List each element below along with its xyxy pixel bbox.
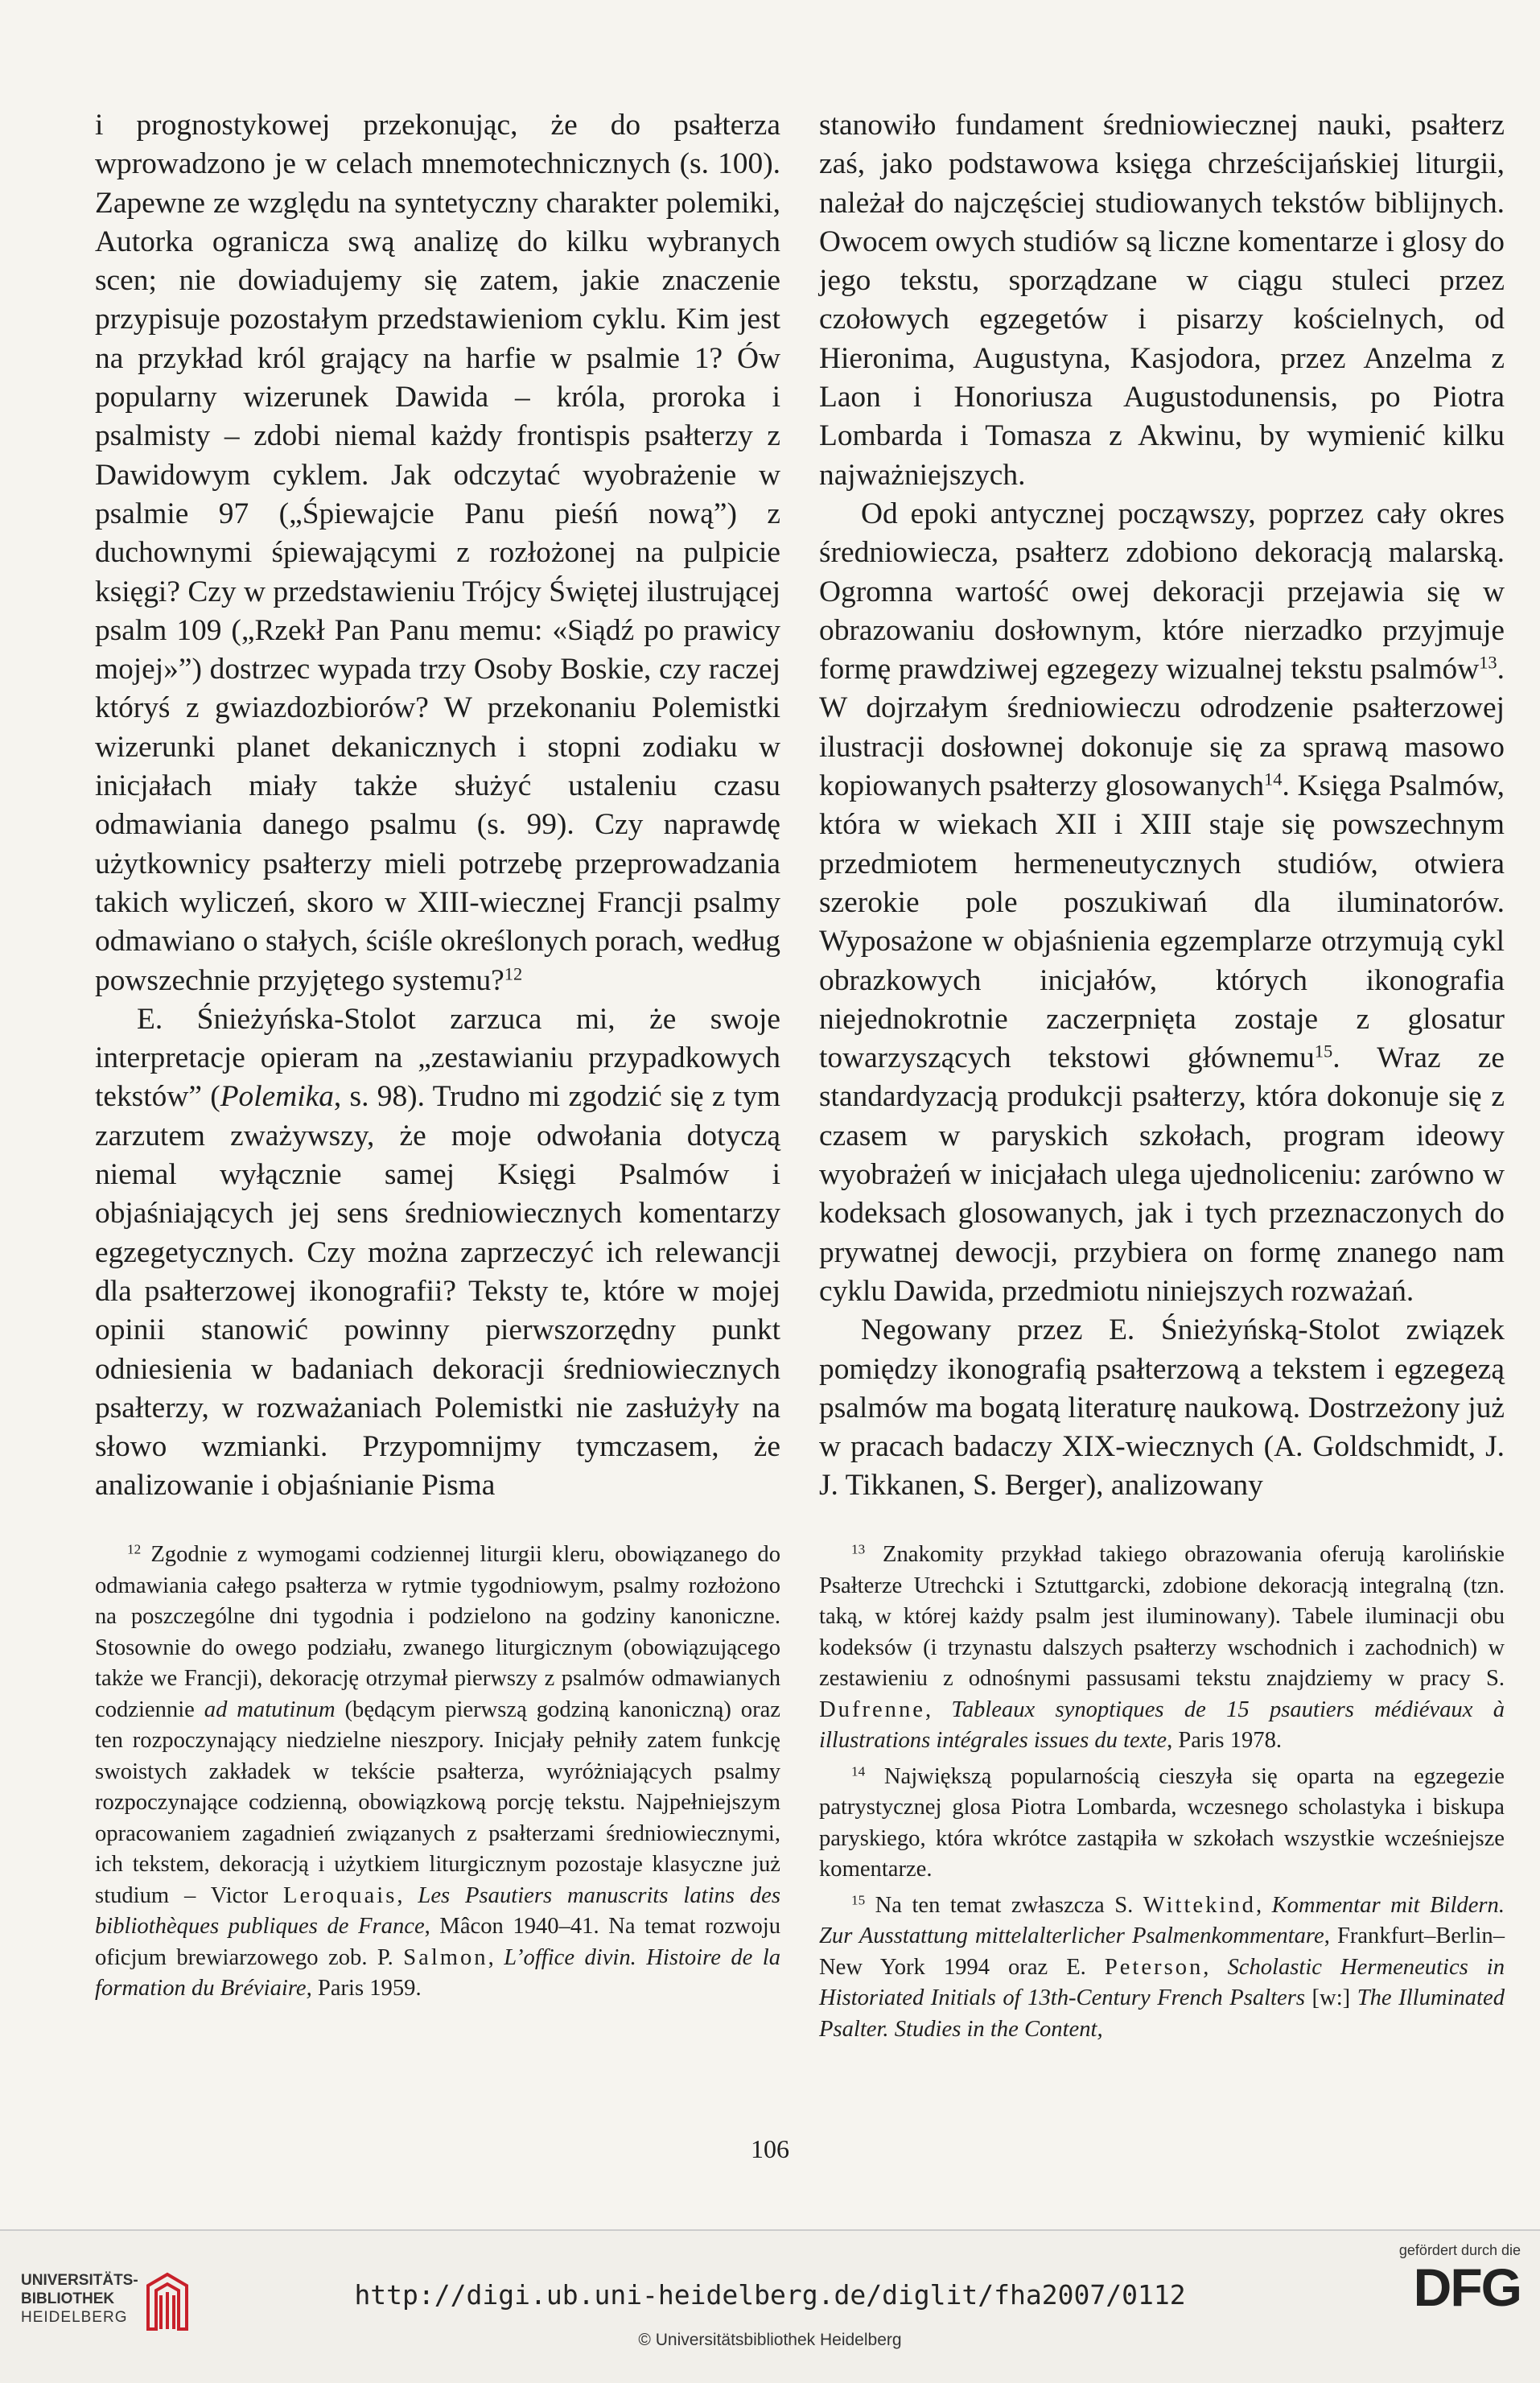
footnote-15: $^{15}$ Na ten temat zwłaszcza S. Wittekind, Kommentar mit Bildern. Zur Ausstattung mittelalterlicher Psalmenkommentare, Frankfurt–Berlin–New York 1994 oraz E. Peterson, Scholastic Hermeneutics in Historiated Initials of 13th-Century French Psalters [w:] The Illuminated Psalter. Studies in the Content, [819,1892,1505,2042]
footer-bar [0,2229,1540,2383]
footnote-13: $^{13}$ Znakomity przykład takiego obrazowania oferują karolińskie Psałterze Utrechcki i Sztuttgarcki, zdobione dekoracją integralną (tzn. taką, w której każdy psalm jest iluminowany). Tabele iluminacji obu kodeksów (i trzynastu dalszych psałterzy wschodnich i zachodnich) w zestawieniu z odnośnymi passusami tekstu znajdziemy w pracy S. Dufrenne, Tableaux synoptiques de 15 psautiers médiévaux à illustrations intégrales issues du texte, Paris 1978. [819,1541,1505,1753]
paragraph: Negowany przez E. Śnieżyńską-Stolot związek pomiędzy ikonografią psałterzową a tekstem i egzegezą psalmów ma bogatą literaturę naukową. Dostrzeżony już w pracach badaczy XIX-wiecznych (A. Goldschmidt, J. J. Tikkanen, S. Berger), analizowany [819,1313,1505,1503]
copyright-notice: © Universitätsbibliothek Heidelberg [638,2331,902,2349]
footnotes-right [819,1540,1505,2045]
sponsor-logo[interactable]: gefördert durch die DFG [1398,2242,1521,2317]
library-logo[interactable]: UNIVERSITÄTS- BIBLIOTHEK HEIDELBERG [21,2272,138,2326]
footnote-14: $^{14}$ Największą popularnością cieszyła się oparta na egzegezie patrystycznej glosa Piotra Lombarda, wczesnego scholastyka i biskupa paryskiego, która wkrótce zastąpiła w szkołach wszystkie wcześniejsze komentarze. [819,1763,1505,1882]
page-number: 106 [751,2134,789,2163]
paragraph: E. Śnieżyńska-Stolot zarzuca mi, że swoje interpretacje opieram na „zestawianiu przypadkowych tekstów” (Polemika, s. 98). Trudno mi zgodzić się z tym zarzutem zważywszy, że moje odwołania dotyczą niemal wyłącznie samej Księgi Psalmów i objaśniających jej sens średniowiecznych komentarzy egzegetycznych. Czy można zaprzeczyć ich relewancji dla psałterzowej ikonografii? Teksty te, które w mojej opinii stanowić powinny pierwszorzędny punkt odniesienia w badaniach dekoracji średniowiecznych psałterzy, w rozważaniach Polemistki nie zasłużyły na słowo wzmianki. Przypomnijmy tymczasem, że analizowanie i objaśnianie Pisma [95,1002,780,1503]
footnote-ref[interactable]: 12 [504,963,523,984]
footnote-ref[interactable]: 13 [1479,652,1497,673]
divider [0,2229,1540,2231]
footnote-12: $^{12}$ Zgodnie z wymogami codziennej liturgii kleru, obowiązanego do odmawiania całego psałterza w rytmie tygodniowym, psalmy rozłożono na poszczególne dni tygodnia i podzielono na godziny kanoniczne. Stosownie do owego podziału, zwanego liturgicznym (obowiązującego także we Francji), dekorację otrzymał pierwszy z psalmów odmawianych codziennie ad matutinum (będącym pierwszą godziną kanoniczną) oraz ten rozpoczynający niedzielne nieszpory. Inicjały pełniły zatem funkcję swoistych zakładek w tekście psałterza, wyróżniających psalmy rozpoczynające codzienną, obowiązkową porcję tekstu. Najpełniejszym opracowaniem zagadnień związanych z psałterzami średniowiecznymi, ich tekstem, dekoracją i użytkiem liturgicznym pozostaje klasyczne już studium – Victor Leroquais, Les Psautiers manuscrits latins des bibliothèques publiques de France, Mâcon 1940–41. Na temat rozwoju oficjum brewiarzowego zob. P. Salmon, L’office divin. Histoire de la formation du Bréviaire, Paris 1959. [95,1541,781,2001]
paragraph: i prognostykowej przekonując, że do psałterza wprowadzono je w celach mnemotechnicznych (s. 100). Zapewne ze względu na syntetyczny charakter polemiki, Autorka ogranicza swą analizę do kilku wybranych scen; nie dowiadujemy się zatem, jakie znaczenie przypisuje pozostałym przedstawieniom cyklu. Kim jest na przykład król grający na harfie w psalmie 1? Ów popularny wizerunek Dawida – króla, proroka i psalmisty – zdobi niemal każdy frontispis psałterzy z Dawidowym cyklem. Jak odczytać wyobrażenie w psalmie 97 („Śpiewajcie Panu pieśń nową”) z duchownymi śpiewającymi z rozłożonej na pulpicie księgi? Czy w przedstawieniu Trójcy Świętej ilustrującej psalm 109 („Rzekł Pan Panu memu: «Siądź po prawicy mojej»”) dostrzec wypada trzy Osoby Boskie, czy raczej któryś z gwiazdozbiorów? W przekonaniu Polemistki wizerunki planet dekanicznych i stopni zodiaku w inicjałach miały także służyć ustaleniu czasu odmawiania danego psalmu (s. 99). Czy naprawdę użytkownicy psałterzy mieli potrzebę przeprowadzania takich wyliczeń, skoro w XIII-wiecznej Francji psalmy odmawiano o stałych, ściśle określonych porach, według powszechnie przyjętego systemu?$^{12}$ [95,109,780,997]
main-text-left-column [95,106,780,1506]
footnote-ref[interactable]: 15 [1314,1041,1333,1062]
paragraph: stanowiło fundament średniowiecznej nauki, psałterz zaś, jako podstawowa księga chrześcijańskiej liturgii, należał do najczęściej studiowanych tekstów biblijnych. Owocem owych studiów są liczne komentarze i glosy do jego tekstu, sporządzane w ciągu stuleci przez czołowych egzegetów i pisarzy kościelnych, od Hieronima, Augustyna, Kasjodora, przez Anzelma z Laon i Honoriusza Augustodunensis, po Piotra Lombarda i Tomasza z Akwinu, by wymienić kilku najważniejszych. [819,109,1505,492]
main-text-right-column [819,106,1505,1506]
permalink-url[interactable]: http://digi.ub.uni-heidelberg.de/diglit/fha2007/0112 [354,2279,1186,2311]
paragraph: Od epoki antycznej począwszy, poprzez cały okres średniowiecza, psałterz zdobiono dekoracją malarską. Ogromna wartość owej dekoracji przejawia się w obrazowaniu dosłownym, które nierzadko przyjmuje formę prawdziwej egzegezy wizualnej tekstu psalmów$^{13}$. W dojrzałym średniowieczu odrodzenie psałterzowej ilustracji dosłownej dokonuje się za sprawą masowo kopiowanych psałterzy glosowanych$^{14}$. Księga Psalmów, która w wiekach XII i XIII staje się powszechnym przedmiotem hermeneutycznych studiów, otwiera szerokie pole poszukiwań dla iluminatorów. Wyposażone w objaśnienia egzemplarze otrzymują cykl obrazkowych inicjałów, których ikonografia niejednokrotnie zaczerpnięta zostaje z glosatur towarzyszących tekstowi głównemu$^{15}$. Wraz ze standardyzacją produkcji psałterzy, która dokonuje się z czasem w paryskich szkołach, program ideowy wyobrażeń w inicjałach ulega ujednoliceniu: zarówno w kodeksach glosowanych, jak i tych przeznaczonych do prywatnej dewocji, przybiera on formę znanego nam cyklu Dawida, przedmiotu niniejszych rozważań. [819,497,1505,1308]
footnotes-left [95,1540,780,2005]
footnote-ref[interactable]: 14 [1264,769,1283,790]
